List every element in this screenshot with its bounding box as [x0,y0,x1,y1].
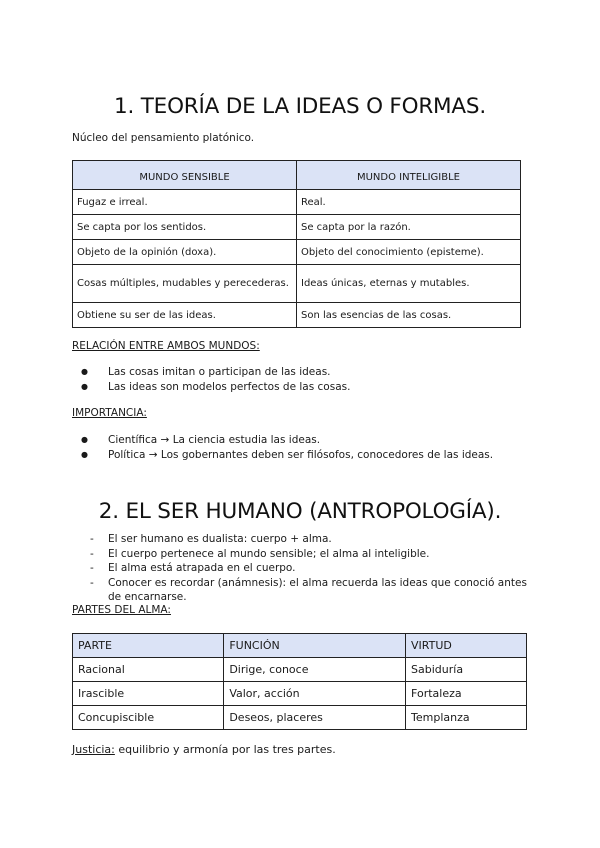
section2-title: 2. EL SER HUMANO (ANTROPOLOGÍA). [98,499,502,524]
relacion-list [72,365,538,394]
table-cell: Objeto del conocimiento (episteme). [297,240,521,265]
table-cell: Deseos, placeres [224,706,406,730]
list-item: ● Las ideas son modelos perfectos de las cosas. [108,380,538,395]
table-cell: Sabiduría [406,658,527,682]
table-row [73,706,527,730]
table-header-row [73,161,521,190]
table-cell: Irascible [73,682,224,706]
table-row [73,682,527,706]
list-item: ● Política → Los gobernantes deben ser filósofos, conocedores de las ideas. [108,448,538,463]
table-cell: Cosas múltiples, mudables y perecederas. [73,265,297,303]
antropologia-list [72,532,538,605]
table-row [73,240,521,265]
section1-subtitle: Núcleo del pensamiento platónico. [72,132,255,144]
table-cell: Dirige, conoce [224,658,406,682]
table-cell: Concupiscible [73,706,224,730]
table-cell: Se capta por la razón. [297,215,521,240]
table-cell: Ideas únicas, eternas y mutables. [297,265,521,303]
table-cell: Valor, acción [224,682,406,706]
table-cell: Son las esencias de las cosas. [297,303,521,328]
section1-title: 1. TEORÍA DE LA IDEAS O FORMAS. [114,94,486,119]
table-cell: Fortaleza [406,682,527,706]
table-row [73,190,521,215]
header-mundo-inteligible: MUNDO INTELIGIBLE [297,161,521,190]
table-cell: Real. [297,190,521,215]
header-funcion: FUNCIÓN [224,634,406,658]
partes-alma-label: PARTES DEL ALMA: [72,604,171,616]
list-item: ● Científica → La ciencia estudia las ideas. [108,433,538,448]
table-cell: Racional [73,658,224,682]
list-item: - El ser humano es dualista: cuerpo + alma. [108,532,538,547]
header-virtud: VIRTUD [406,634,527,658]
list-item: - El cuerpo pertenece al mundo sensible; el alma al inteligible. [108,547,538,562]
importancia-label: IMPORTANCIA: [72,407,147,419]
partes-alma-table [72,633,527,730]
table-cell: Templanza [406,706,527,730]
mundos-table [72,160,521,328]
table-cell: Objeto de la opinión (doxa). [73,240,297,265]
list-item: - Conocer es recordar (anámnesis): el alma recuerda las ideas que conoció antes de encarnarse. [108,576,538,605]
table-cell: Fugaz e irreal. [73,190,297,215]
list-item: - El alma está atrapada en el cuerpo. [108,561,538,576]
list-item: ● Las cosas imitan o participan de las ideas. [108,365,538,380]
justicia-line [72,743,336,756]
table-cell: Obtiene su ser de las ideas. [73,303,297,328]
table-row [73,658,527,682]
table-row [73,215,521,240]
relacion-label: RELACIÓN ENTRE AMBOS MUNDOS: [72,340,260,352]
header-parte: PARTE [73,634,224,658]
table-cell: Se capta por los sentidos. [73,215,297,240]
table-row [73,303,521,328]
table-row [73,265,521,303]
justicia-label: Justicia: [72,743,115,756]
justicia-text: equilibrio y armonía por las tres partes. [114,743,336,756]
importancia-list [72,433,538,462]
table-header-row [73,634,527,658]
header-mundo-sensible: MUNDO SENSIBLE [73,161,297,190]
